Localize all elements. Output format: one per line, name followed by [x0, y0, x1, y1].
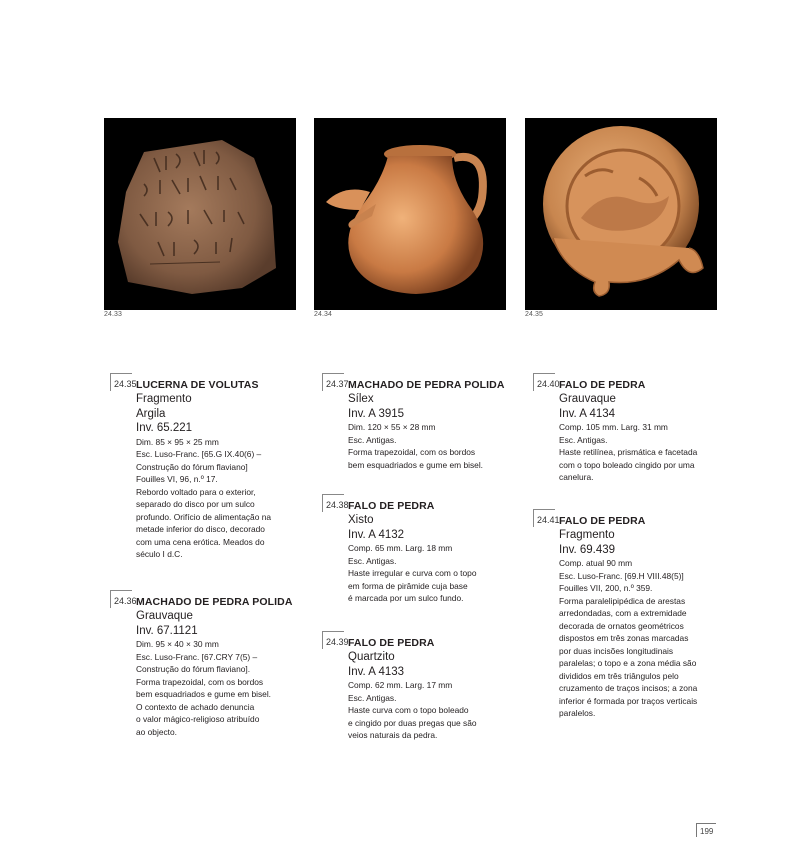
entry-title: MACHADO DE PEDRA POLIDA [136, 596, 293, 608]
entry-title: MACHADO DE PEDRA POLIDA [348, 379, 505, 391]
entry-number: 24.41 [533, 509, 555, 527]
entry-material: Xisto [348, 514, 374, 526]
entry-inventory: Inv. 65.221 [136, 422, 193, 434]
entry-text: em forma de pirâmide cuja base [348, 580, 468, 591]
entry-text: Comp. 105 mm. Larg. 31 mm [559, 422, 668, 432]
entry-text: Dim. 120 × 55 × 28 mm [348, 422, 436, 432]
entry-text: Haste irregular e curva com o topo [348, 568, 477, 578]
page-number: 199 [696, 823, 716, 837]
entry-number: 24.40 [533, 373, 555, 391]
entry-material: Grauvaque [136, 610, 193, 622]
photo-caption: 24.33 [104, 311, 123, 318]
entry-text: bem esquadriados e gume em bisel. [136, 689, 272, 699]
entry-text: Esc. Antigas. [348, 692, 397, 703]
catalog-entry-24-35 [114, 373, 316, 561]
entry-text: bem esquadriados e gume em bisel. [348, 459, 484, 470]
entry-detail: Fragmento [136, 393, 192, 405]
catalog-entry-24-37 [326, 373, 528, 471]
entry-title: FALO DE PEDRA [559, 379, 646, 391]
entry-text: Dim. 95 × 40 × 30 mm [136, 639, 219, 649]
entry-text: cruzamento de traços incisos; a zona [559, 683, 698, 693]
entry-inventory: Inv. A 4132 [348, 528, 405, 541]
photo-inscribed-stone [104, 118, 296, 310]
entry-text: com uma cena erótica. Meados do [136, 536, 265, 547]
entry-text: Fouilles VII, 200, n.º 359. [559, 583, 653, 593]
entry-text: Esc. Antigas. [559, 434, 608, 445]
entry-text: Comp. atual 90 mm [559, 558, 633, 568]
entry-title: FALO DE PEDRA [348, 500, 435, 512]
entry-number: 24.35 [110, 373, 132, 391]
catalog-entry-24-38 [326, 494, 528, 605]
entry-text: arredondadas, com a extremidade [559, 608, 687, 618]
entry-inventory: Inv. 69.439 [559, 543, 616, 556]
entry-inventory: Inv. 67.1121 [136, 624, 198, 637]
entry-title: FALO DE PEDRA [348, 637, 435, 649]
entry-text: veios naturais da pedra. [348, 730, 438, 740]
entry-text: Comp. 65 mm. Larg. 18 mm [348, 543, 453, 553]
entry-text: metade inferior do disco, decorado [136, 524, 265, 534]
entry-text: Esc. Luso-Franc. [67.CRY 7(5) – [136, 651, 258, 662]
entry-text: Haste curva com o topo boleado [348, 705, 469, 715]
entry-text: ao objecto. [136, 726, 177, 737]
entry-text: paralelas; o topo e a zona média são [559, 658, 697, 668]
entry-text: separado do disco por um sulco [136, 499, 255, 509]
entry-text: Fouilles VI, 96, n.º 17. [136, 474, 218, 484]
catalog-entry-24-36 [114, 590, 316, 738]
entry-text: profundo. Orifício de alimentação na [136, 511, 272, 522]
entry-material: Argila [136, 407, 166, 420]
entry-text: século I d.C. [136, 549, 183, 559]
entry-text: canelura. [559, 472, 594, 482]
entry-text: O contexto de achado denuncia [136, 701, 255, 712]
entry-text: com o topo boleado cingido por uma [559, 459, 695, 470]
photo-oil-lamp [525, 118, 717, 310]
entry-text: e cingido por duas pregas que são [348, 717, 477, 728]
catalog-entry-24-39 [326, 631, 528, 742]
inscribed-stone-fragment-icon [104, 118, 296, 310]
entry-text: Esc. Antigas. [348, 434, 397, 445]
entry-detail: Fragmento [559, 529, 615, 541]
entry-text: Forma trapezoidal, com os bordos [348, 447, 476, 457]
entry-text: paralelos. [559, 708, 596, 718]
photo-caption: 24.34 [314, 311, 333, 318]
entry-text: Haste retilínea, prismática e facetada [559, 447, 698, 457]
photo-caption: 24.35 [525, 311, 544, 318]
entry-text: Rebordo voltado para o exterior, [136, 486, 256, 497]
entry-text: Esc. Luso-Franc. [65.G IX.40(6) – [136, 449, 262, 459]
entry-text: Forma trapezoidal, com os bordos [136, 676, 264, 687]
entry-text: Esc. Luso-Franc. [69.H VIII.48(5)] [559, 570, 684, 581]
entry-text: divididos em três triângulos pelo [559, 670, 679, 681]
entry-title: FALO DE PEDRA [559, 515, 646, 527]
entry-inventory: Inv. A 4134 [559, 407, 616, 420]
entry-title: LUCERNA DE VOLUTAS [136, 379, 259, 391]
entry-text: Dim. 85 × 95 × 25 mm [136, 436, 219, 447]
entry-text: Esc. Antigas. [348, 555, 397, 566]
entry-text: Construção do fórum flaviano] [136, 461, 248, 472]
entry-inventory: Inv. A 3915 [348, 407, 405, 420]
entry-text: dispostos em três zonas marcadas [559, 633, 689, 643]
catalog-entry-24-40 [537, 373, 739, 484]
entry-text: decorada de ornatos geométricos [559, 620, 684, 631]
ceramic-jug-icon [314, 118, 506, 310]
entry-text: Construção do fórum flaviano]. [136, 664, 251, 674]
entry-material: Sílex [348, 393, 374, 405]
entry-number: 24.39 [322, 631, 344, 649]
entry-text: é marcada por um sulco fundo. [348, 593, 464, 603]
oil-lamp-fragment-icon [525, 118, 717, 310]
entry-number: 24.37 [322, 373, 344, 391]
catalog-entry-24-41 [537, 509, 739, 720]
entry-text: por duas incisões longitudinais [559, 645, 674, 656]
entry-text: inferior é formada por traços verticais [559, 695, 698, 706]
entry-text: o valor mágico-religioso atribuído [136, 714, 260, 724]
entry-number: 24.36 [110, 590, 132, 608]
entry-text: Forma paralelipipédica de arestas [559, 595, 686, 606]
photo-ceramic-jug [314, 118, 506, 310]
entry-material: Grauvaque [559, 393, 616, 405]
entry-material: Quartzito [348, 651, 395, 663]
entry-inventory: Inv. A 4133 [348, 665, 405, 678]
entry-number: 24.38 [322, 494, 344, 512]
entry-text: Comp. 62 mm. Larg. 17 mm [348, 680, 453, 690]
